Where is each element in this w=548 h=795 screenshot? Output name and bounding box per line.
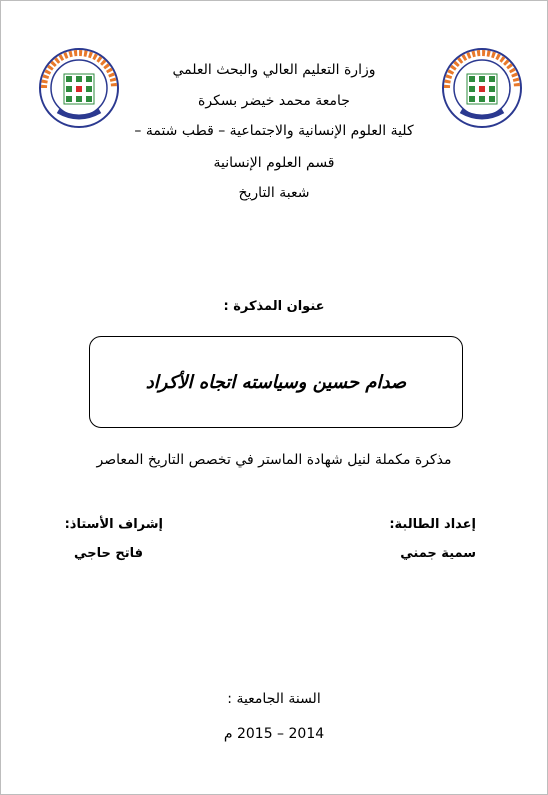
supervisor-name: فاتح حاجي [74, 546, 143, 561]
title-box [89, 336, 463, 428]
academic-year-label: السنة الجامعية : [227, 691, 321, 707]
academic-year-value: 2014 – 2015 م [223, 726, 325, 742]
university-logo-right [441, 47, 523, 129]
branch-name: شعبة التاريخ [238, 185, 310, 201]
university-name: جامعة محمد خيضر بسكرة [198, 93, 350, 109]
student-label: إعداد الطالبة: [389, 517, 476, 532]
memo-title: صدام حسين وسياسته اتجاه الأكراد [145, 371, 407, 393]
university-logo-left [38, 47, 120, 129]
department-name: قسم العلوم الإنسانية [213, 155, 335, 171]
ministry-name: وزارة التعليم العالي والبحث العلمي [172, 62, 376, 78]
faculty-name: كلية العلوم الإنسانية والاجتماعية – قطب شتمة – [134, 123, 414, 139]
supervisor-label: إشراف الأستاذ: [64, 517, 163, 532]
student-name: سمية جمني [400, 546, 476, 561]
memo-subtitle: مذكرة مكملة لنيل شهادة الماستر في تخصص التاريخ المعاصر [96, 452, 452, 468]
title-label: عنوان المذكرة : [223, 299, 325, 314]
